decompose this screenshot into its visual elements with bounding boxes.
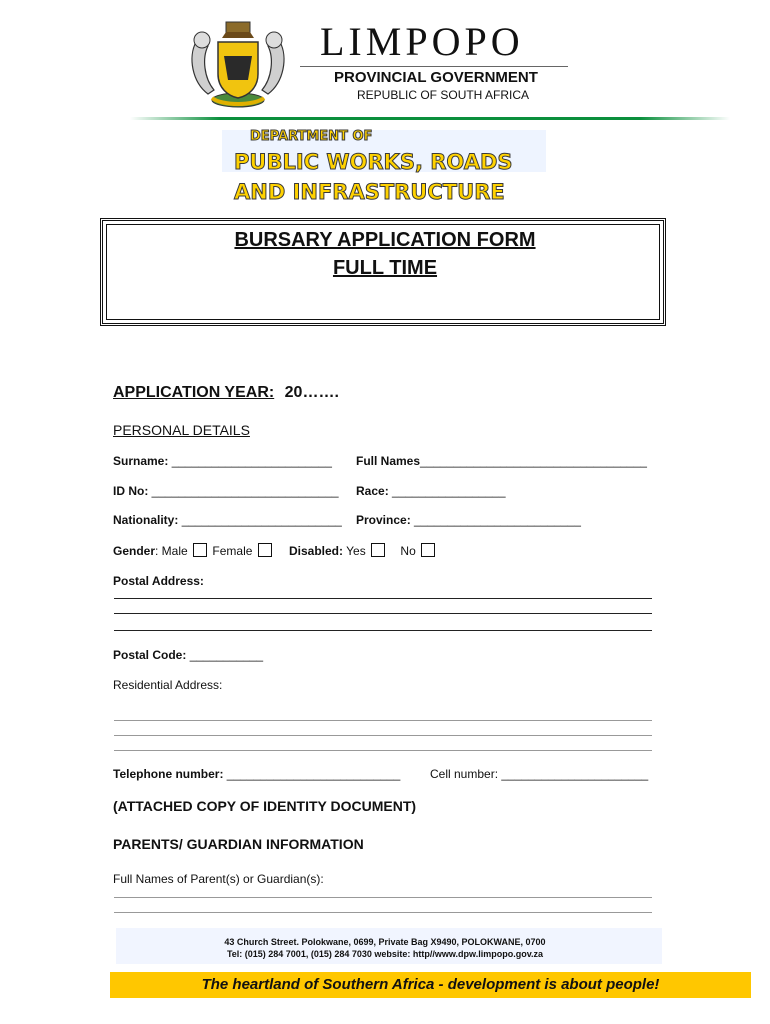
attached-id-note: (ATTACHED COPY OF IDENTITY DOCUMENT) [113, 798, 417, 814]
application-year-value[interactable]: 20……. [284, 384, 339, 401]
id-field[interactable]: ____________________________ [151, 484, 339, 498]
telephone-row [113, 767, 400, 781]
full-names-label: Full Names [356, 454, 421, 468]
header-country: REPUBLIC OF SOUTH AFRICA [357, 88, 530, 102]
parents-names-label: Full Names of Parent(s) or Guardian(s): [113, 872, 324, 886]
postal-code-row [113, 648, 263, 662]
coat-of-arms-logo [182, 12, 294, 112]
form-subtitle: FULL TIME [332, 257, 438, 279]
telephone-label: Telephone number: [113, 767, 224, 781]
parents-names-line-2[interactable] [114, 912, 652, 913]
gender-female-label: Female [212, 544, 253, 558]
race-field[interactable]: _________________ [392, 484, 506, 498]
application-year-label: APPLICATION YEAR: [113, 384, 275, 401]
form-title: BURSARY APPLICATION FORM [234, 229, 536, 251]
telephone-field[interactable]: __________________________ [226, 767, 401, 781]
surname-label: Surname: [113, 454, 169, 468]
disabled-no-checkbox[interactable] [421, 543, 435, 557]
residential-address-label: Residential Address: [113, 678, 223, 692]
race-row [356, 484, 506, 498]
header-title: LIMPOPO [320, 19, 524, 64]
parents-names-line-1[interactable] [114, 897, 652, 898]
footer-address: 43 Church Street. Polokwane, 0699, Private Bag X9490, POLOKWANE, 0700 [224, 937, 546, 947]
id-label: ID No: [113, 484, 149, 498]
race-label: Race: [356, 484, 389, 498]
full-names-field[interactable]: __________________________________ [420, 454, 647, 468]
personal-details-heading: PERSONAL DETAILS [113, 422, 250, 438]
disabled-no-label: No [400, 544, 416, 558]
department-prefix: DEPARTMENT OF [250, 129, 373, 144]
postal-address-line-1[interactable] [114, 598, 652, 599]
surname-field[interactable]: ________________________ [171, 454, 332, 468]
province-row [356, 513, 581, 527]
application-year-row [113, 384, 339, 402]
disabled-yes-label: Yes [346, 544, 366, 558]
full-names-row [356, 454, 647, 468]
nationality-field[interactable]: ________________________ [181, 513, 342, 527]
header-divider [300, 66, 568, 67]
gender-row [113, 543, 274, 558]
gender-female-checkbox[interactable] [258, 543, 272, 557]
postal-code-field[interactable]: ___________ [189, 648, 264, 662]
surname-row [113, 454, 332, 468]
postal-address-line-2[interactable] [114, 613, 652, 614]
residential-address-line-2[interactable] [114, 735, 652, 736]
slogan-text: The heartland of Southern Africa - development is about people! [201, 976, 660, 993]
department-name-line1: PUBLIC WORKS, ROADS [234, 150, 513, 174]
postal-address-line-3[interactable] [114, 630, 652, 631]
nationality-row [113, 513, 342, 527]
disabled-label: Disabled: [289, 544, 344, 558]
header-subtitle: PROVINCIAL GOVERNMENT [334, 69, 538, 86]
department-name-line2: AND INFRASTRUCTURE [234, 180, 505, 204]
postal-code-label: Postal Code: [113, 648, 187, 662]
gender-label: Gender [113, 544, 156, 558]
residential-address-line-1[interactable] [114, 720, 652, 721]
gender-male-checkbox[interactable] [193, 543, 207, 557]
residential-address-line-3[interactable] [114, 750, 652, 751]
green-divider [130, 117, 730, 120]
cell-field[interactable]: ______________________ [501, 767, 649, 781]
province-field[interactable]: _________________________ [414, 513, 581, 527]
cell-row [430, 767, 648, 781]
id-row [113, 484, 339, 498]
province-label: Province: [356, 513, 411, 527]
parents-heading: PARENTS/ GUARDIAN INFORMATION [113, 836, 364, 852]
cell-label: Cell number: [430, 767, 499, 781]
postal-address-label: Postal Address: [113, 574, 204, 588]
disabled-row [289, 543, 437, 558]
gender-male-label: : Male [155, 544, 188, 558]
disabled-yes-checkbox[interactable] [371, 543, 385, 557]
nationality-label: Nationality: [113, 513, 179, 527]
footer-contact: Tel: (015) 284 7001, (015) 284 7030 website: http//www.dpw.limpopo.gov.za [226, 949, 544, 959]
